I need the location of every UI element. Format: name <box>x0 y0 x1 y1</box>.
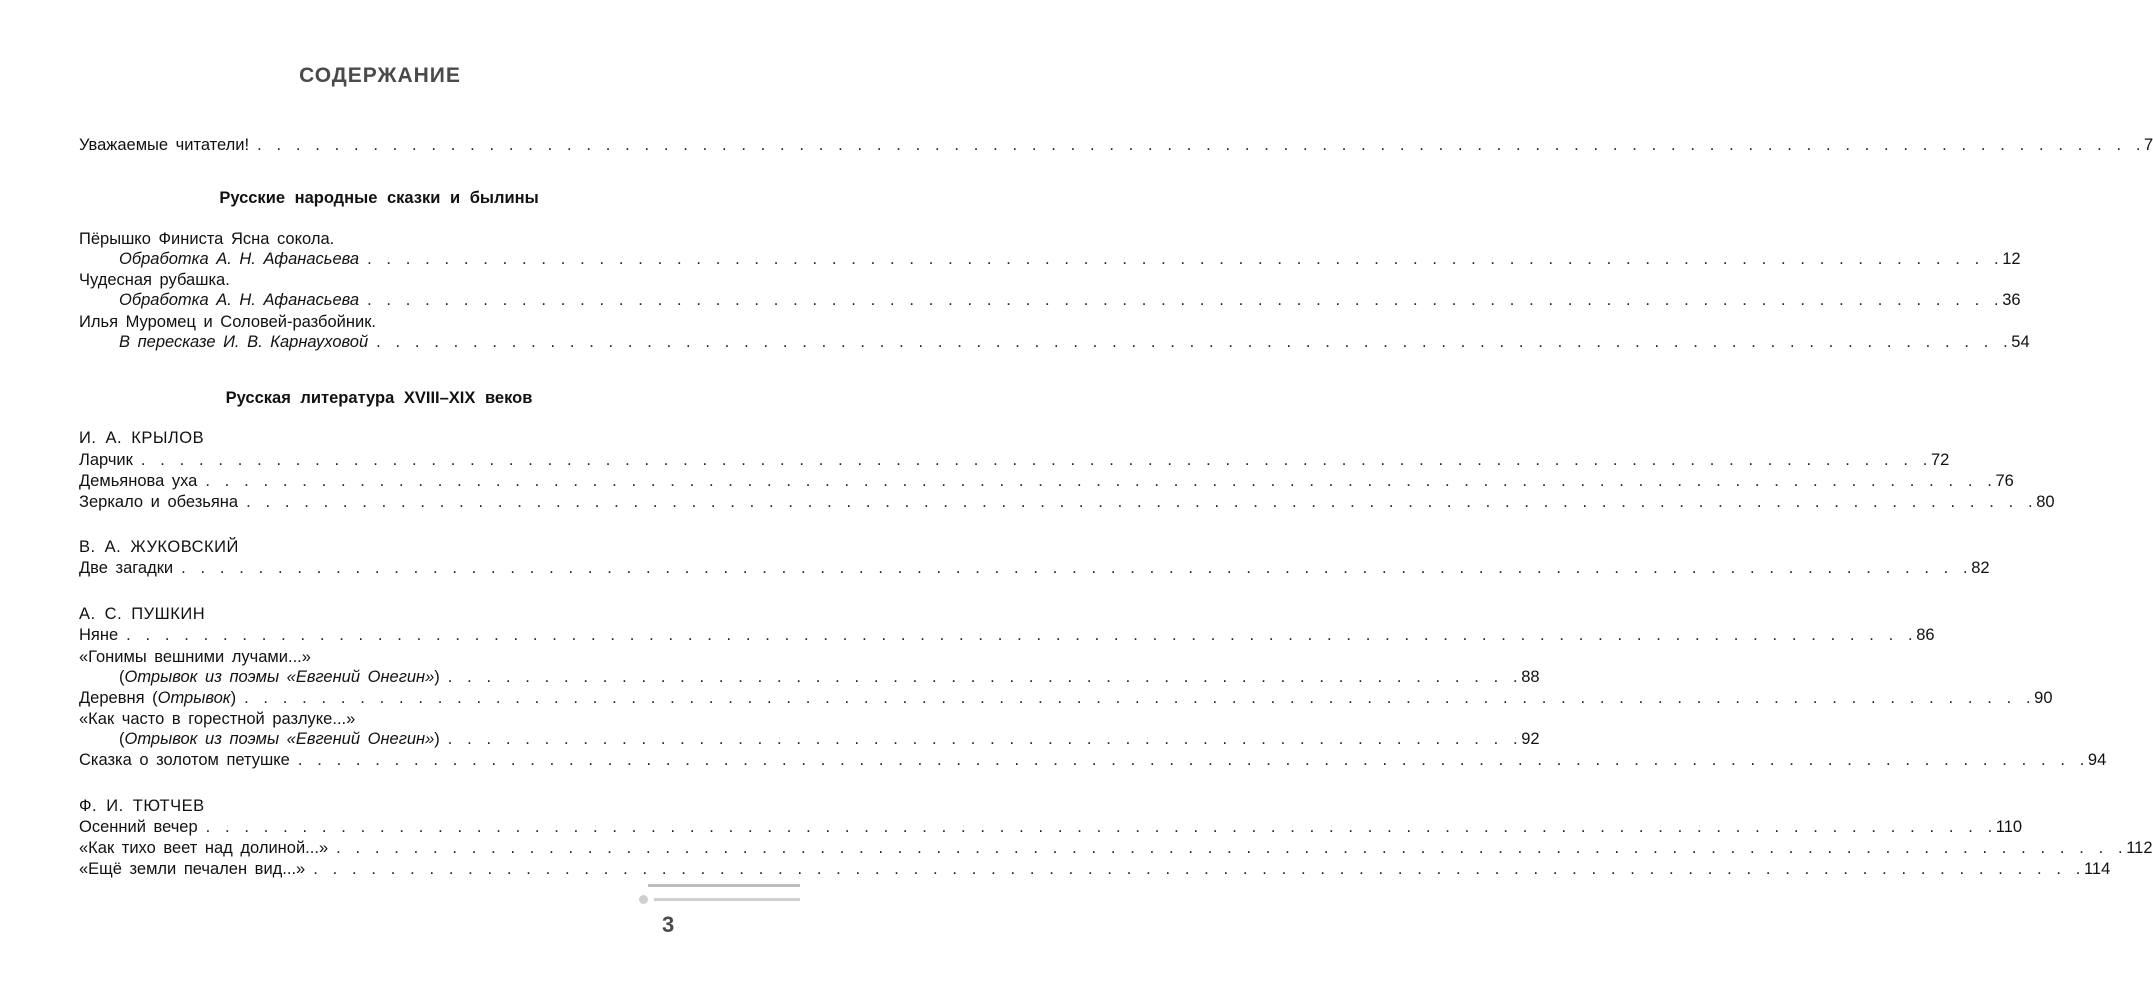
entry-page: 94 <box>2087 751 2107 769</box>
entry-page: 36 <box>2002 291 2021 309</box>
toc-entry-nyane[interactable] <box>79 624 1935 646</box>
entry-page: 112 <box>2126 839 2153 857</box>
entry-page: 72 <box>1930 451 1950 469</box>
entry-title: Ларчик <box>79 449 141 471</box>
entry-title: Зеркало и обезьяна <box>79 491 246 513</box>
footer-rule <box>648 884 800 887</box>
footer-rule <box>654 898 800 901</box>
toc-entry-intro[interactable] <box>79 134 2153 156</box>
toc-entry[interactable] <box>79 449 1950 471</box>
dot-leader: . . . . . . . . . . . . . . . . . . . . . . . . . . . . . . . . . . . . . . . . . . . . . . . . . . . . . . . . . . . . . . . . . . . . . . . . . . . . . . . . . . . . . . . . . . . . . <box>205 472 1996 490</box>
entry-title-gonimy[interactable]: «Гонимы вешними лучами...» <box>79 648 311 666</box>
entry-title: Уважаемые читатели! <box>79 134 257 156</box>
entry-subtitle: (Отрывок из поэмы «Евгений Онегин») <box>119 666 448 688</box>
entry-title: Осенний вечер <box>79 816 206 838</box>
toc-entry-ilya[interactable] <box>119 331 2030 353</box>
toc-entry[interactable] <box>79 491 2055 513</box>
toc-entry[interactable] <box>79 557 1990 579</box>
entry-title: Няне <box>79 624 126 646</box>
dot-leader: . . . . . . . . . . . . . . . . . . . . . . . . . . . . . . . . . . . . . . . . . . . . . . . . . . . . . . . . . . . . . . . . . . . . . . . . . . . . . . . . . . . . . . . . . . . . . <box>297 751 2088 769</box>
entry-page: 88 <box>1521 668 1540 686</box>
entry-page: 76 <box>1995 472 2014 490</box>
entry-title-finist[interactable]: Пёрышко Финиста Ясна сокола. <box>79 230 335 248</box>
entry-title: Деревня (Отрывок) <box>79 687 244 709</box>
entry-page: 82 <box>1971 559 1990 577</box>
section-heading-folk: Русские народные сказки и былины <box>219 189 539 207</box>
entry-subtitle: Обработка А. Н. Афанасьева <box>119 289 367 311</box>
toc-entry[interactable] <box>79 837 2153 859</box>
page-number: 3 <box>662 912 675 937</box>
page-title: СОДЕРЖАНИЕ <box>299 64 461 87</box>
author-heading-zhukovsky: В. А. ЖУКОВСКИЙ <box>79 538 239 556</box>
dot-leader: . . . . . . . . . . . . . . . . . . . . . . . . . . . . . . . . . . . . . . . . . . . . . . . . . . . . . . . . . . . . . . . . . . . . . . . . . . . . . . . . . . . . . <box>367 291 2003 309</box>
toc-entry[interactable] <box>79 858 2111 880</box>
dot-leader: . . . . . . . . . . . . . . . . . . . . . . . . . . . . . . . . . . . . . . . . . . . . . . . . . . . . . . . . . . . . . . . . . . . . . . . . . . . . . . . . . . . . . <box>376 333 2012 351</box>
dot-leader: . . . . . . . . . . . . . . . . . . . . . . . . . . . . . . . . . . . . . . . . . . . . . . . . . . . . . . . . . . . . . . . . . . . . . . . . . . . . . . . . . . . . . . . . . . . . . <box>244 689 2035 707</box>
entry-title-ilya[interactable]: Илья Муромец и Соловей-разбойник. <box>79 313 377 331</box>
entry-title: Сказка о золотом петушке <box>79 749 298 771</box>
entry-page: 110 <box>1995 818 2023 836</box>
dot-leader: . . . . . . . . . . . . . . . . . . . . . . . . . . . . . . . . . . . . . . . . . . . . . . . . . . . . . . . . . . . . . . . . . . . . . . . . . . . . . . . . . . . . . . . . . . . . . <box>181 559 1972 577</box>
author-heading-pushkin: А. С. ПУШКИН <box>79 605 206 623</box>
author-heading-krylov: И. А. КРЫЛОВ <box>79 429 205 447</box>
entry-page: 92 <box>1521 730 1540 748</box>
dot-leader: . . . . . . . . . . . . . . . . . . . . . . . . . . . . . . . . . . . . . . . . . . . . . . . . . . . . . . . . . . . . . . . . . . . . . . . . . . . . . . . . . . . . . . . . . . . . . . . . . . <box>257 136 2145 154</box>
entry-page: 54 <box>2011 333 2030 351</box>
entry-page: 7 <box>2144 136 2153 154</box>
toc-entry-shirt[interactable] <box>119 289 2021 311</box>
toc-entry-kak-chasto[interactable] <box>119 728 1540 750</box>
dot-leader: . . . . . . . . . . . . . . . . . . . . . . . . . . . . . . . . . . . . . . . . . . . . . . . . . . . . . . . . <box>447 730 1522 748</box>
dot-leader: . . . . . . . . . . . . . . . . . . . . . . . . . . . . . . . . . . . . . . . . . . . . . . . . . . . . . . . . . . . . . . . . . . . . . . . . . . . . . . . . . . . . . . . . . . . . . <box>205 818 1996 836</box>
entry-page: 12 <box>2002 250 2021 268</box>
entry-subtitle: В пересказе И. В. Карнауховой <box>119 331 376 353</box>
dot-leader: . . . . . . . . . . . . . . . . . . . . . . . . . . . . . . . . . . . . . . . . . . . . . . . . . . . . . . . . . . . . . . . . . . . . . . . . . . . . . . . . . . . . . <box>367 250 2003 268</box>
toc-entry-finist[interactable] <box>119 248 2021 270</box>
author-heading-tyutchev: Ф. И. ТЮТЧЕВ <box>79 797 205 815</box>
toc-entry-skazka[interactable] <box>79 749 2107 771</box>
toc-entry[interactable] <box>79 816 2023 838</box>
toc-entry-derevnya[interactable] <box>79 687 2053 709</box>
entry-page: 90 <box>2034 689 2053 707</box>
entry-page: 86 <box>1916 626 1935 644</box>
entry-title: Две загадки <box>79 557 181 579</box>
dot-leader: . . . . . . . . . . . . . . . . . . . . . . . . . . . . . . . . . . . . . . . . . . . . . . . . . . . . . . . . <box>447 668 1522 686</box>
dot-leader: . . . . . . . . . . . . . . . . . . . . . . . . . . . . . . . . . . . . . . . . . . . . . . . . . . . . . . . . . . . . . . . . . . . . . . . . . . . . . . . . . . . . . . . . . . . . . <box>336 839 2127 857</box>
dot-leader: . . . . . . . . . . . . . . . . . . . . . . . . . . . . . . . . . . . . . . . . . . . . . . . . . . . . . . . . . . . . . . . . . . . . . . . . . . . . . . . . . . . . . . . . . . . . <box>313 860 2084 878</box>
entry-subtitle: Обработка А. Н. Афанасьева <box>119 248 367 270</box>
toc-entry[interactable] <box>79 470 2014 492</box>
footer-dot <box>639 895 648 904</box>
dot-leader: . . . . . . . . . . . . . . . . . . . . . . . . . . . . . . . . . . . . . . . . . . . . . . . . . . . . . . . . . . . . . . . . . . . . . . . . . . . . . . . . . . . . . . . . . . . . . <box>246 493 2037 511</box>
entry-page: 80 <box>2036 493 2055 511</box>
entry-title-kak-chasto[interactable]: «Как часто в горестной разлуке...» <box>79 710 356 728</box>
entry-title: «Ещё земли печален вид...» <box>79 858 313 880</box>
entry-subtitle: (Отрывок из поэмы «Евгений Онегин») <box>119 728 448 750</box>
dot-leader: . . . . . . . . . . . . . . . . . . . . . . . . . . . . . . . . . . . . . . . . . . . . . . . . . . . . . . . . . . . . . . . . . . . . . . . . . . . . . . . . . . . . . . . . . . . . . <box>126 626 1917 644</box>
dot-leader: . . . . . . . . . . . . . . . . . . . . . . . . . . . . . . . . . . . . . . . . . . . . . . . . . . . . . . . . . . . . . . . . . . . . . . . . . . . . . . . . . . . . . . . . . . . . . <box>140 451 1931 469</box>
section-heading-literature: Русская литература XVIII–XIX веков <box>225 389 533 407</box>
entry-title: Демьянова уха <box>79 470 205 492</box>
entry-page: 114 <box>2083 860 2111 878</box>
entry-title-shirt[interactable]: Чудесная рубашка. <box>79 271 230 289</box>
entry-title: «Как тихо веет над долиной...» <box>79 837 336 859</box>
toc-entry-gonimy[interactable] <box>119 666 1540 688</box>
